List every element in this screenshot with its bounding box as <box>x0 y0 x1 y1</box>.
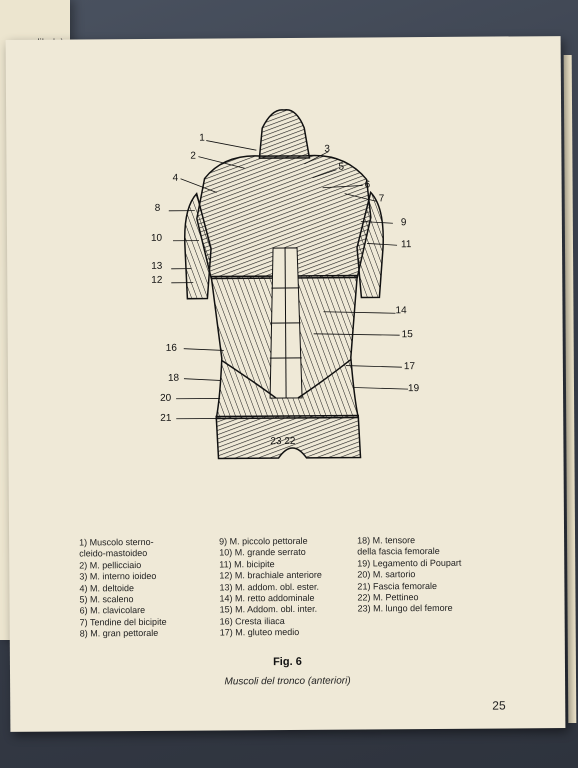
callout-6: 6 <box>364 179 371 191</box>
legend-column-3 <box>357 535 462 616</box>
legend-item: 6) M. clavicolare <box>79 605 146 616</box>
torso-muscle-illustration <box>144 97 437 479</box>
callout-20: 20 <box>160 392 172 404</box>
callout-3: 3 <box>324 143 330 155</box>
legend-item: 7) Tendine del bicipite <box>79 616 167 628</box>
callout-1: 1 <box>199 132 205 144</box>
callout-16: 16 <box>165 342 177 354</box>
callout-19: 19 <box>407 383 420 395</box>
legend-column-2 <box>219 536 322 639</box>
legend-item: 21) Fascia femorale <box>357 580 437 592</box>
torso-drawing <box>144 97 437 479</box>
legend-item: 12) M. brachiale anteriore <box>219 569 322 581</box>
callout-5: 5 <box>338 161 345 173</box>
legend-item: 17) M. gluteo medio <box>219 627 300 638</box>
legend-item: 19) Legamento di Poupart <box>357 557 462 569</box>
figure-legend <box>79 534 549 639</box>
book-page <box>6 36 566 732</box>
legend-item: 1) Muscolo sterno- <box>79 536 154 548</box>
callout-18: 18 <box>167 372 180 384</box>
legend-item: 11) M. bicipite <box>219 558 275 570</box>
legend-item: 20) M. sartorio <box>357 569 416 580</box>
callout-2: 2 <box>190 150 197 162</box>
callout-7: 7 <box>378 193 385 205</box>
legend-item: 9) M. piccolo pettorale <box>219 535 308 547</box>
legend-item: 18) M. tensore <box>357 535 416 546</box>
callout-12: 12 <box>151 274 163 286</box>
legend-item: 23) M. lungo del femore <box>357 603 453 614</box>
legend-column-1 <box>79 537 167 640</box>
callout-23-22: 23 22 <box>270 435 296 448</box>
callout-8: 8 <box>154 202 161 214</box>
figure-label: Fig. 6 <box>273 655 302 669</box>
legend-item: 22) M. Pettineo <box>357 592 419 603</box>
callout-15: 15 <box>401 329 413 341</box>
legend-item: 8) M. gran pettorale <box>79 628 159 639</box>
legend-item: 15) M. Addom. obl. inter. <box>219 604 318 615</box>
legend-item: 16) Cresta iliaca <box>219 615 285 627</box>
callout-9: 9 <box>400 217 407 229</box>
legend-item: cleido-mastoideo <box>79 548 148 559</box>
legend-item: 5) M. scaleno <box>79 594 134 605</box>
legend-item: della fascia femorale <box>357 546 440 557</box>
legend-item: 3) M. interno ioideo <box>79 571 157 582</box>
callout-13: 13 <box>151 260 163 272</box>
legend-item: 4) M. deltoide <box>79 582 134 594</box>
legend-item: 10) M. grande serrato <box>219 547 306 558</box>
callout-14: 14 <box>395 305 407 317</box>
callout-4: 4 <box>172 172 179 184</box>
callout-17: 17 <box>403 361 416 373</box>
callout-10: 10 <box>150 232 163 244</box>
callout-21: 21 <box>160 412 172 424</box>
legend-item: 13) M. addom. obl. ester. <box>219 581 320 593</box>
page-number: 25 <box>492 698 506 713</box>
legend-item: 14) M. retto addominale <box>219 592 315 604</box>
legend-item: 2) M. pellicciaio <box>79 559 142 571</box>
figure-caption: Muscoli del tronco (anteriori) <box>224 675 351 688</box>
callout-11: 11 <box>400 239 412 251</box>
